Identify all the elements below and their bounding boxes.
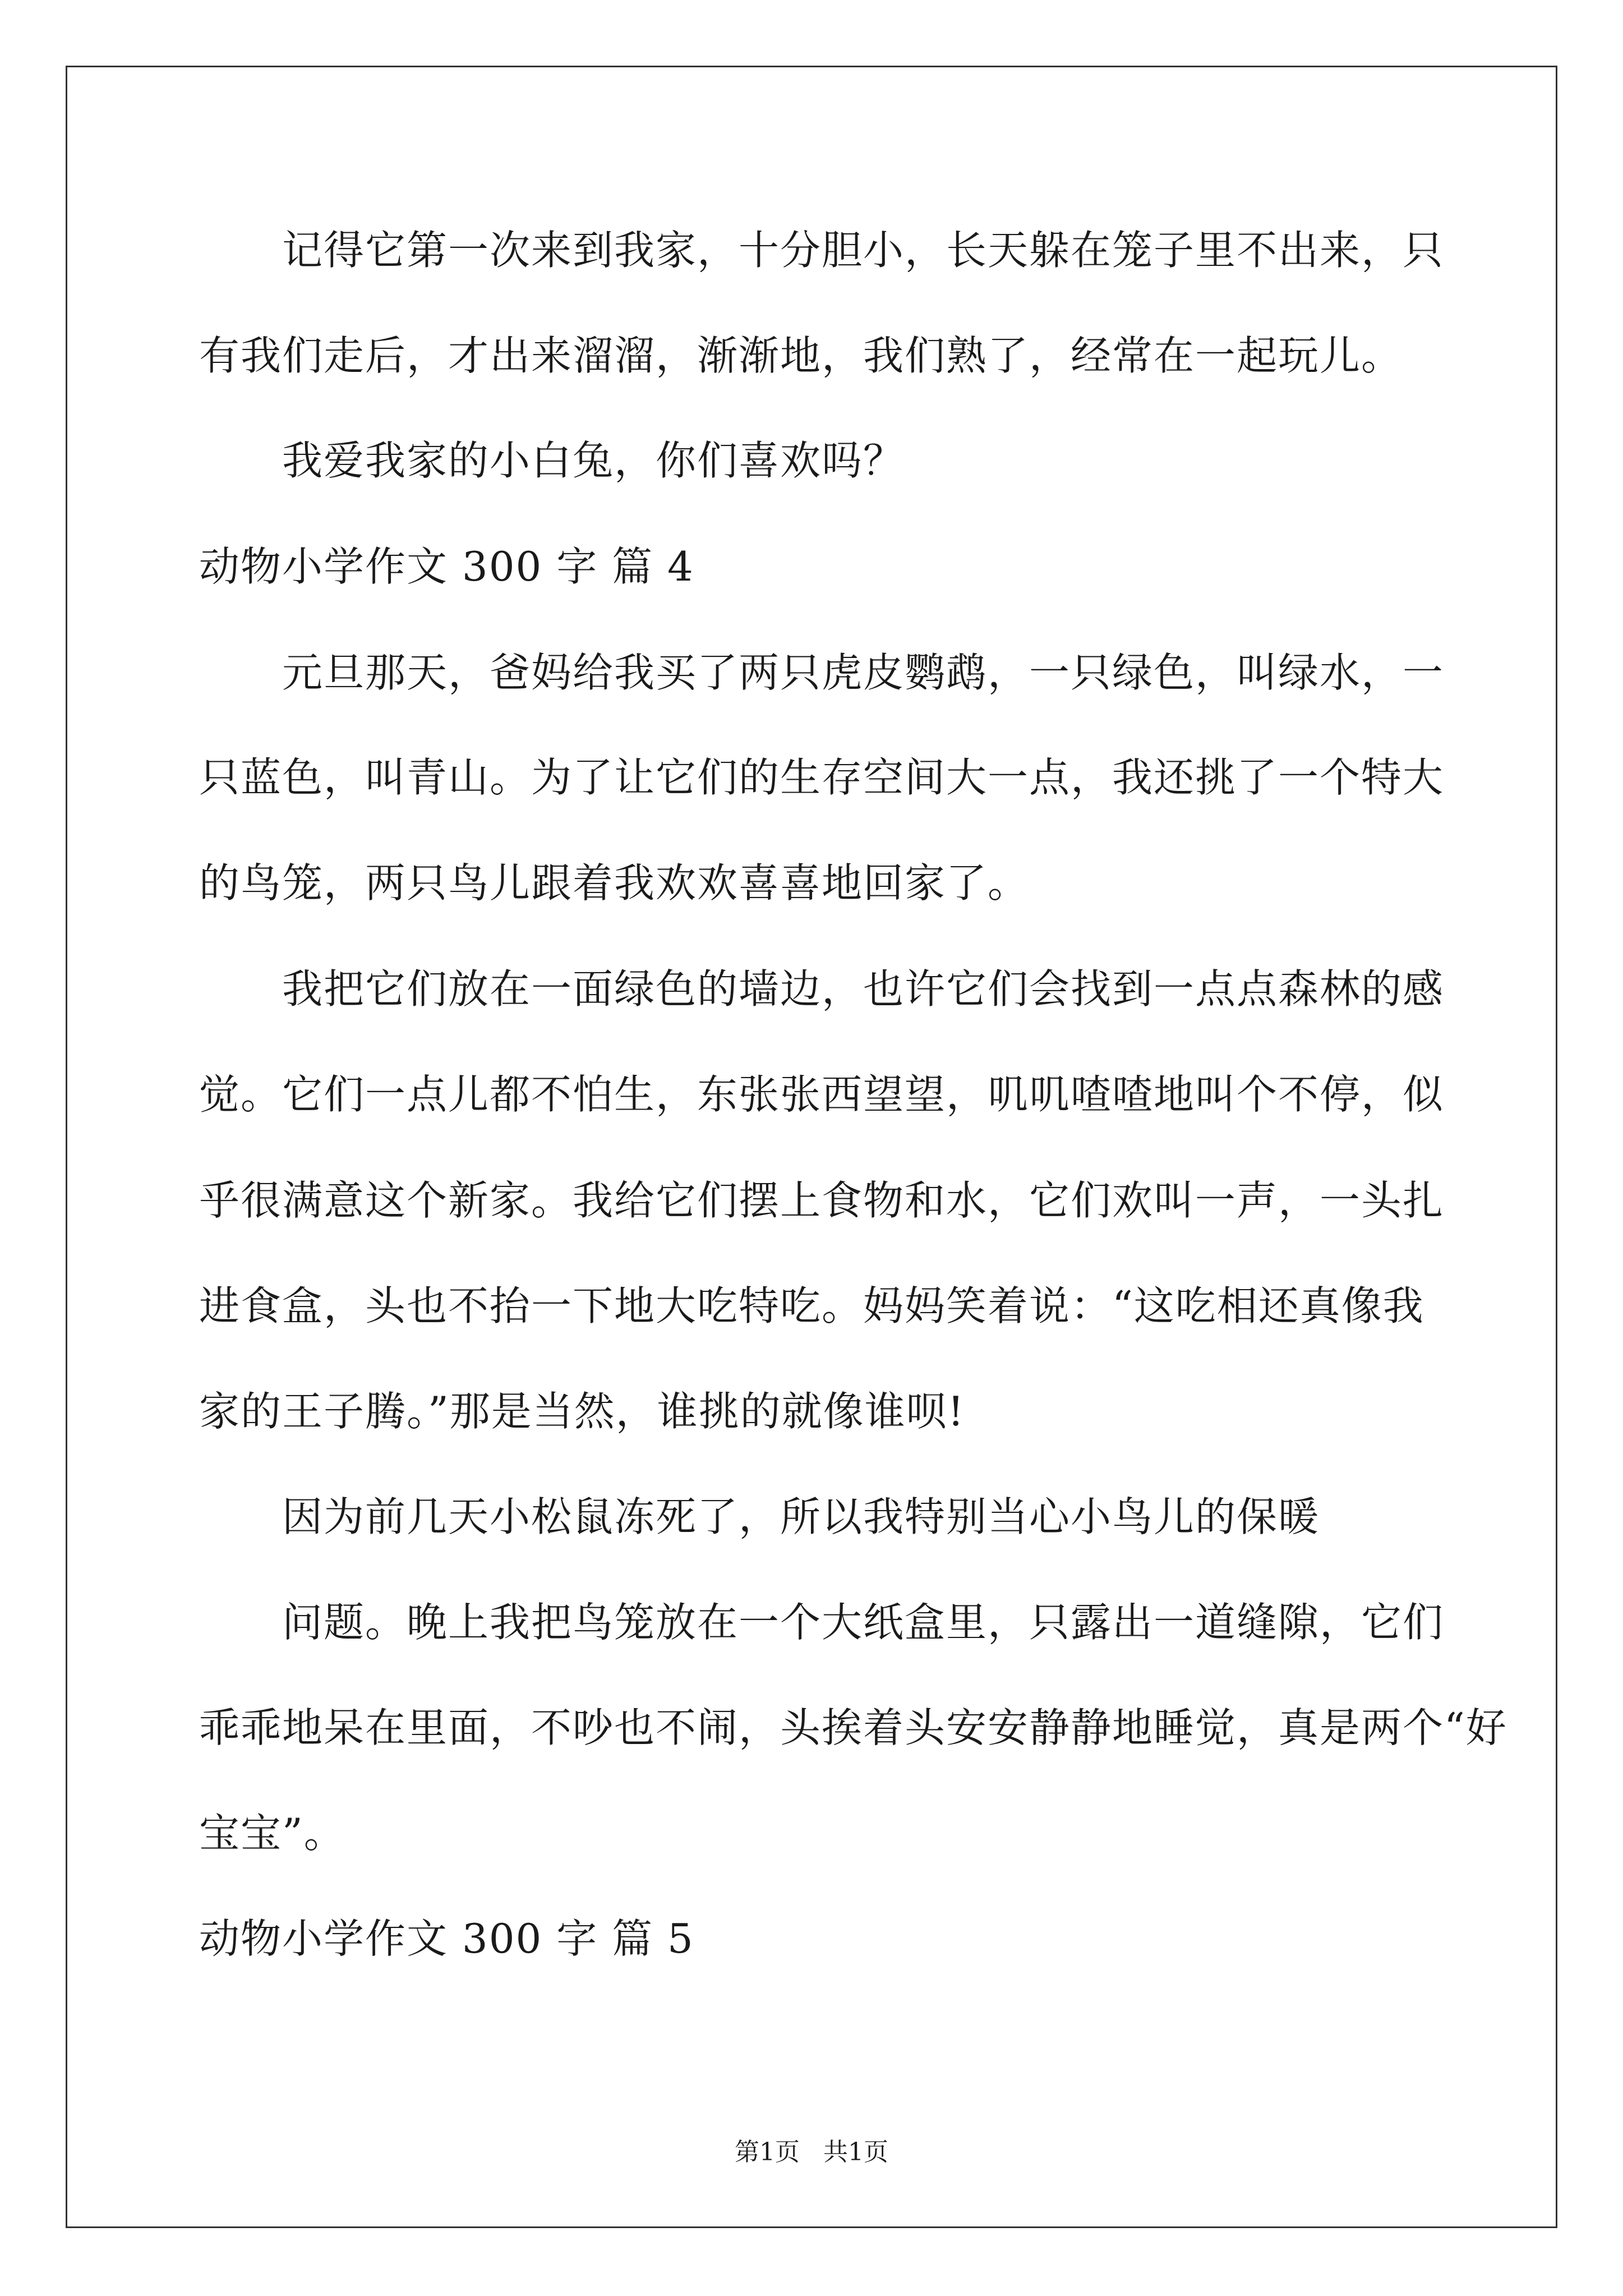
page-number-footer: 第1页 共1页 — [735, 2138, 888, 2166]
page-border — [66, 66, 1557, 2228]
paragraph-line: 乎很满意这个新家。我给它们摆上食物和水，它们欢叫一声，一头扎 — [199, 1177, 1445, 1224]
section-heading: 动物小学作文 300 字 篇 4 — [199, 543, 694, 590]
paragraph-line: 进食盒，头也不抬一下地大吃特吃。妈妈笑着说：“这吃相还真像我 — [199, 1282, 1424, 1329]
paragraph-line: 有我们走后，才出来溜溜，渐渐地，我们熟了，经常在一起玩儿。 — [199, 332, 1403, 379]
paragraph-line: 问题。晚上我把鸟笼放在一个大纸盒里，只露出一道缝隙，它们 — [282, 1599, 1445, 1646]
paragraph-line: 我爱我家的小白兔，你们喜欢吗？ — [282, 437, 905, 484]
paragraph-line: 只蓝色，叫青山。为了让它们的生存空间大一点，我还挑了一个特大 — [199, 754, 1445, 801]
section-heading: 动物小学作文 300 字 篇 5 — [199, 1915, 694, 1962]
paragraph-line: 家的王子腾。”那是当然，谁挑的就像谁呗! — [199, 1388, 965, 1435]
paragraph-line: 的鸟笼，两只鸟儿跟着我欢欢喜喜地回家了。 — [199, 859, 1030, 907]
paragraph-line: 宝宝”。 — [199, 1810, 345, 1857]
paragraph-line: 觉。它们一点儿都不怕生，东张张西望望，叽叽喳喳地叫个不停，似 — [199, 1071, 1445, 1118]
paragraph-line: 我把它们放在一面绿色的墙边，也许它们会找到一点点森林的感 — [282, 965, 1445, 1013]
paragraph-line: 元旦那天，爸妈给我买了两只虎皮鹦鹉，一只绿色，叫绿水，一 — [282, 649, 1445, 696]
paragraph-line: 记得它第一次来到我家，十分胆小，长天躲在笼子里不出来，只 — [282, 227, 1445, 274]
paragraph-line: 因为前几天小松鼠冻死了，所以我特别当心小鸟儿的保暖 — [282, 1493, 1320, 1540]
paragraph-line: 乖乖地呆在里面，不吵也不闹，头挨着头安安静静地睡觉，真是两个“好 — [199, 1704, 1507, 1751]
